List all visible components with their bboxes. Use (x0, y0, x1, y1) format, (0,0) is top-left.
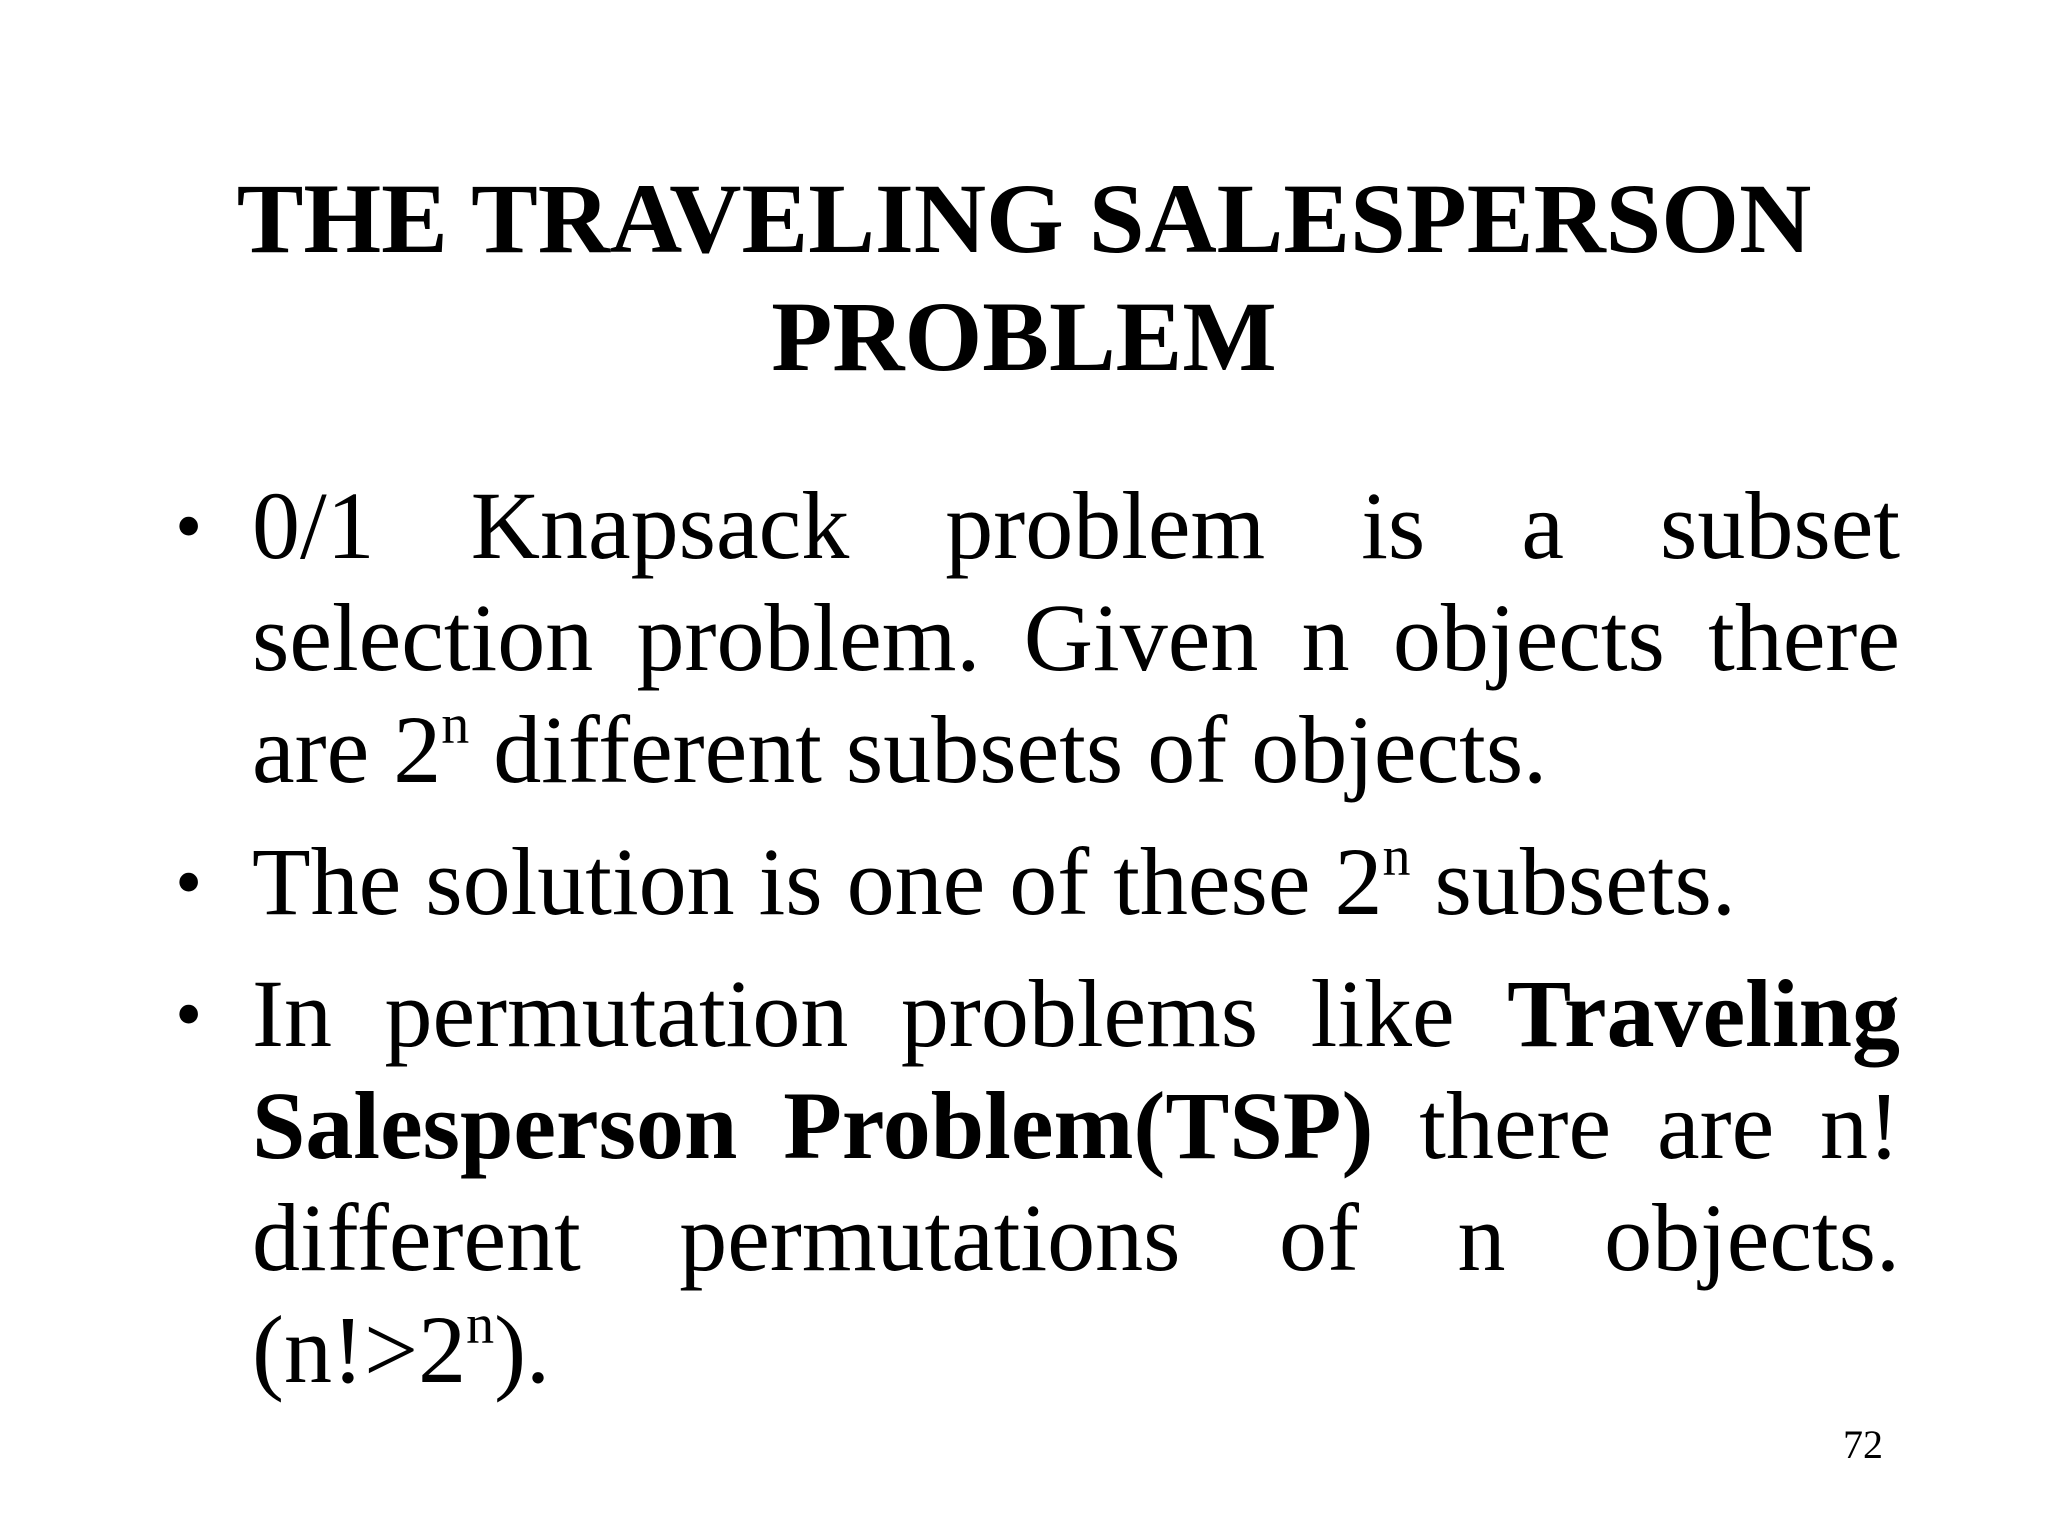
page-number: 72 (1843, 1422, 1883, 1467)
superscript: n (441, 694, 470, 756)
bullet-item-knapsack (150, 470, 1900, 806)
bullet-icon: • (175, 838, 203, 925)
slide-title (160, 160, 1888, 396)
title-line-1: THE TRAVELING SALESPERSON (236, 163, 1812, 274)
bullet-text: ). (494, 1296, 551, 1403)
title-line-2: PROBLEM (771, 281, 1277, 392)
bullet-list (150, 470, 1900, 1426)
bullet-item-permutation (150, 958, 1900, 1406)
bullet-icon: • (175, 482, 203, 569)
bullet-text: In permutation problems like (252, 960, 1508, 1067)
bullet-text: there are n! different permutations of n objects. (n!>2 (252, 1072, 1900, 1403)
superscript: n (1382, 826, 1411, 888)
bullet-bold-term: Traveling Salesperson Problem(TSP) (252, 960, 1900, 1179)
bullet-text: The solution is one of these 2 (252, 828, 1383, 935)
bullet-item-solution (150, 826, 1900, 938)
bullet-text: different subsets of objects. (469, 696, 1548, 803)
bullet-text: 0/1 Knapsack problem is a subset selection problem. Given n objects there are 2 (252, 472, 1900, 803)
bullet-icon: • (175, 970, 203, 1057)
superscript: n (466, 1294, 495, 1356)
bullet-text: subsets. (1410, 828, 1736, 935)
